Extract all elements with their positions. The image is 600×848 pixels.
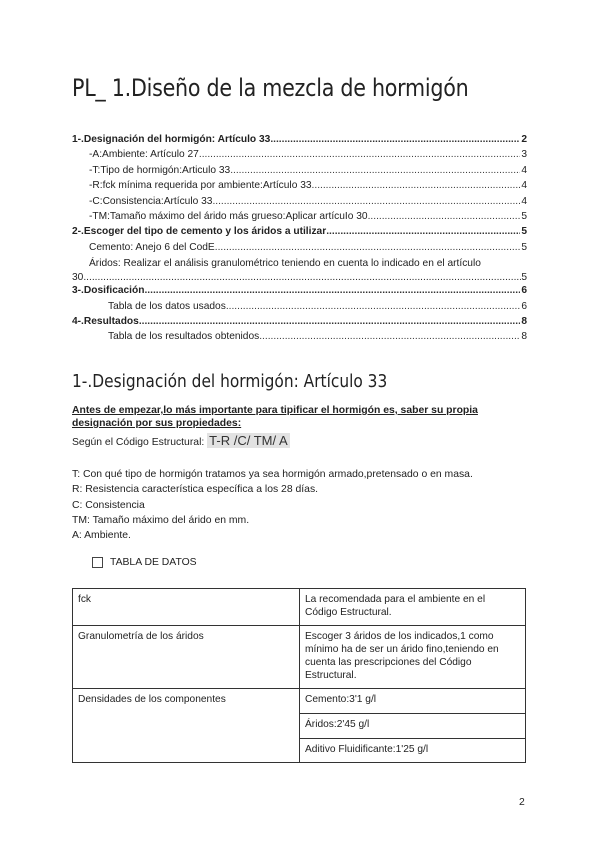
table-cell: Densidades de los componentes xyxy=(73,689,300,763)
definition-item: R: Resistencia característica específica a los 28 días. xyxy=(72,484,319,496)
table-of-contents xyxy=(72,134,527,347)
section-heading: 1-.Designación del hormigón: Artículo 33 xyxy=(72,372,388,392)
definition-item: C: Consistencia xyxy=(72,499,145,511)
table-label xyxy=(92,557,197,568)
table-cell: Granulometría de los áridos xyxy=(73,626,300,689)
page-number: 2 xyxy=(519,797,525,808)
document-title: PL_ 1.Diseño de la mezcla de hormigón xyxy=(72,74,469,102)
toc-entry[interactable]: -T:Tipo de hormigón:Articulo 33 ..... 4 xyxy=(72,165,527,180)
toc-entry[interactable]: -A:Ambiente: Artículo 27 ..... 3 xyxy=(72,149,527,164)
toc-entry[interactable]: -C:Consistencia:Artículo 33 ..... 4 xyxy=(72,196,527,211)
codigo-label: Según el Código Estructural: xyxy=(72,437,205,448)
definition-item: T: Con qué tipo de hormigón tratamos ya sea hormigón armado,pretensado o en masa. xyxy=(72,469,473,480)
table-cell: Aditivo Fluidificante:1'25 g/l xyxy=(300,738,526,763)
toc-entry[interactable]: Tabla de los datos usados ..... 6 xyxy=(72,301,527,316)
toc-entry[interactable]: -R:fck mínima requerida por ambiente:Artículo 33 ..... 4 xyxy=(72,180,527,195)
table-row xyxy=(73,589,526,626)
data-table xyxy=(72,588,526,763)
definition-item: A: Ambiente. xyxy=(72,530,131,542)
toc-entry[interactable]: 2-.Escoger del tipo de cemento y los áridos a utilizar ..... 5 xyxy=(72,226,527,241)
toc-entry[interactable]: -TM:Tamaño máximo del árido más grueso:Aplicar artícuIo 30 ..... 5 xyxy=(72,211,527,226)
toc-entry[interactable]: Cemento: Anejo 6 del CodE ..... 5 xyxy=(72,242,527,257)
codigo-formula: T-R /C/ TM/ A xyxy=(209,433,288,448)
toc-entry[interactable]: Áridos: Realizar el análisis granulométrico teniendo en cuenta lo indicado en el artículo 30 ..... 5 xyxy=(72,257,527,285)
definition-item: TM: Tamaño máximo del árido en mm. xyxy=(72,514,250,526)
intro-text: Antes de empezar,lo más importante para tipificar el hormigón es, saber su propia designación por sus propiedades: xyxy=(72,405,478,429)
codigo-line xyxy=(72,433,290,448)
table-cell: Áridos:2'45 g/l xyxy=(300,713,526,738)
toc-entry[interactable]: Tabla de los resultados obtenidos ..... 8 xyxy=(72,331,527,346)
table-row xyxy=(73,689,526,714)
table-cell: fck xyxy=(73,589,300,626)
table-row xyxy=(73,626,526,689)
table-cell: La recomendada para el ambiente en el Código Estructural. xyxy=(300,589,526,626)
table-cell: Cemento:3'1 g/l xyxy=(300,689,526,714)
toc-entry[interactable]: 3-.Dosificación ..... 6 xyxy=(72,285,527,300)
table-cell: Escoger 3 áridos de los indicados,1 como mínimo ha de ser un árido fino,teniendo en cuenta las prescripciones del Código Estructural. xyxy=(300,626,526,689)
checkbox-icon[interactable] xyxy=(92,557,103,568)
definitions-list xyxy=(72,467,473,543)
table-label-text: TABLA DE DATOS xyxy=(110,557,197,568)
toc-entry[interactable]: 1-.Designación del hormigón: Artículo 33 ..... 2 xyxy=(72,134,527,149)
toc-entry[interactable]: 4-.Resultados ..... 8 xyxy=(72,316,527,331)
